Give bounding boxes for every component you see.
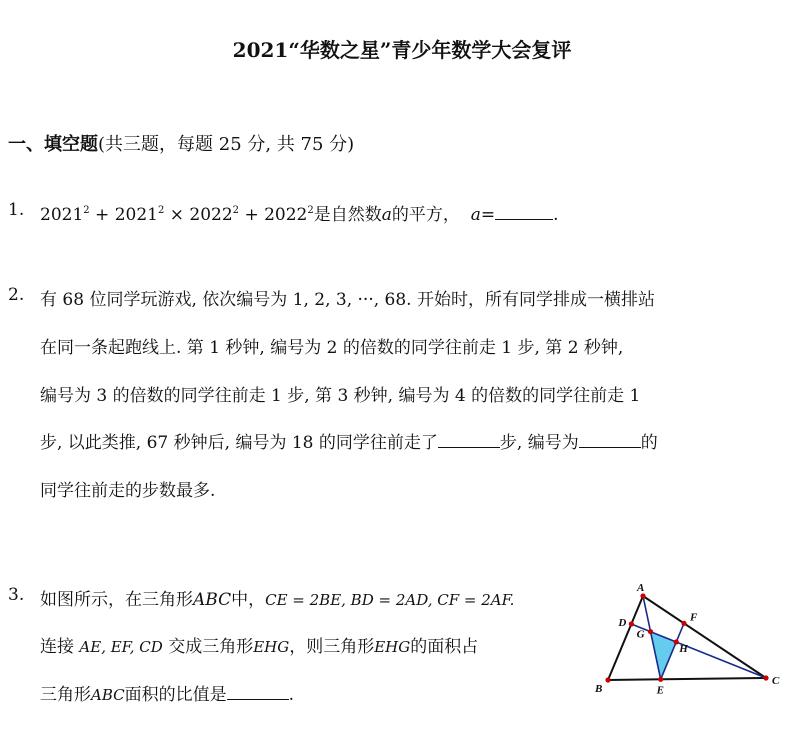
label-d: D — [618, 617, 627, 629]
label-g: G — [636, 628, 645, 641]
label-b: B — [595, 683, 603, 695]
question-1: 2021$^2$ + 2021$^2$ × 2022$^2$ + 2022$^2$是自然数a的平方， a= . — [40, 205, 559, 225]
q2-line-4: 步, 以此类推, 67 秒钟后, 编号为 18 的同学往前走了 步, 编号为 的 — [40, 433, 658, 453]
label-h: H — [679, 643, 688, 655]
point-f — [681, 621, 686, 626]
question-2-number: 2. — [8, 285, 25, 305]
question-3-number: 3. — [8, 585, 25, 605]
label-c: C — [772, 675, 780, 687]
q2-line-3: 编号为 3 的倍数的同学往前走 1 步, 第 3 秒钟, 编号为 4 的倍数的同学往前走 1 — [40, 386, 641, 406]
section-heading — [8, 130, 354, 156]
q1-expression: 2021$^2$ + 2021$^2$ × 2022$^2$ + 2022$^2$ — [40, 205, 314, 225]
q2-line-1: 有 68 位同学玩游戏, 依次编号为 1, 2, 3, ···, 68. 开始时，所有同学排成一横排站 — [40, 290, 655, 310]
point-h — [674, 639, 679, 644]
q2-answer-blank-1[interactable] — [438, 446, 500, 448]
point-d — [629, 621, 634, 626]
q2-line-5: 同学往前走的步数最多. — [40, 481, 216, 501]
section-title: 一、填空题 — [8, 134, 98, 155]
point-e — [658, 677, 663, 682]
q3-line-1: 如图所示，在三角形ABC中，CE = 2BE, BD = 2AD, CF = 2AF. — [40, 590, 515, 610]
label-f: F — [690, 611, 698, 624]
label-e: E — [656, 684, 665, 697]
section-note: (共三题，每题 25 分, 共 75 分) — [98, 134, 355, 155]
point-g — [648, 629, 653, 634]
side-bc — [608, 678, 766, 680]
page-title: 2021“华数之星”青少年数学大会复评 — [232, 38, 572, 62]
q2-answer-blank-2[interactable] — [579, 446, 641, 448]
q3-line-3: 三角形ABC面积的比值是 . — [40, 685, 295, 705]
q3-line-2: 连接 AE, EF, CD 交成三角形EHG，则三角形EHG的面积占 — [40, 637, 479, 657]
point-c — [763, 675, 768, 680]
question-1-number: 1. — [8, 200, 25, 220]
label-a: A — [637, 582, 645, 594]
triangle-figure — [588, 580, 788, 700]
q2-line-2: 在同一条起跑线上. 第 1 秒钟, 编号为 2 的倍数的同学往前走 1 步, 第 2 秒钟, — [40, 338, 624, 358]
point-a — [640, 593, 645, 598]
q1-answer-blank[interactable] — [495, 218, 553, 220]
q3-answer-blank[interactable] — [227, 698, 289, 700]
point-b — [605, 677, 610, 682]
